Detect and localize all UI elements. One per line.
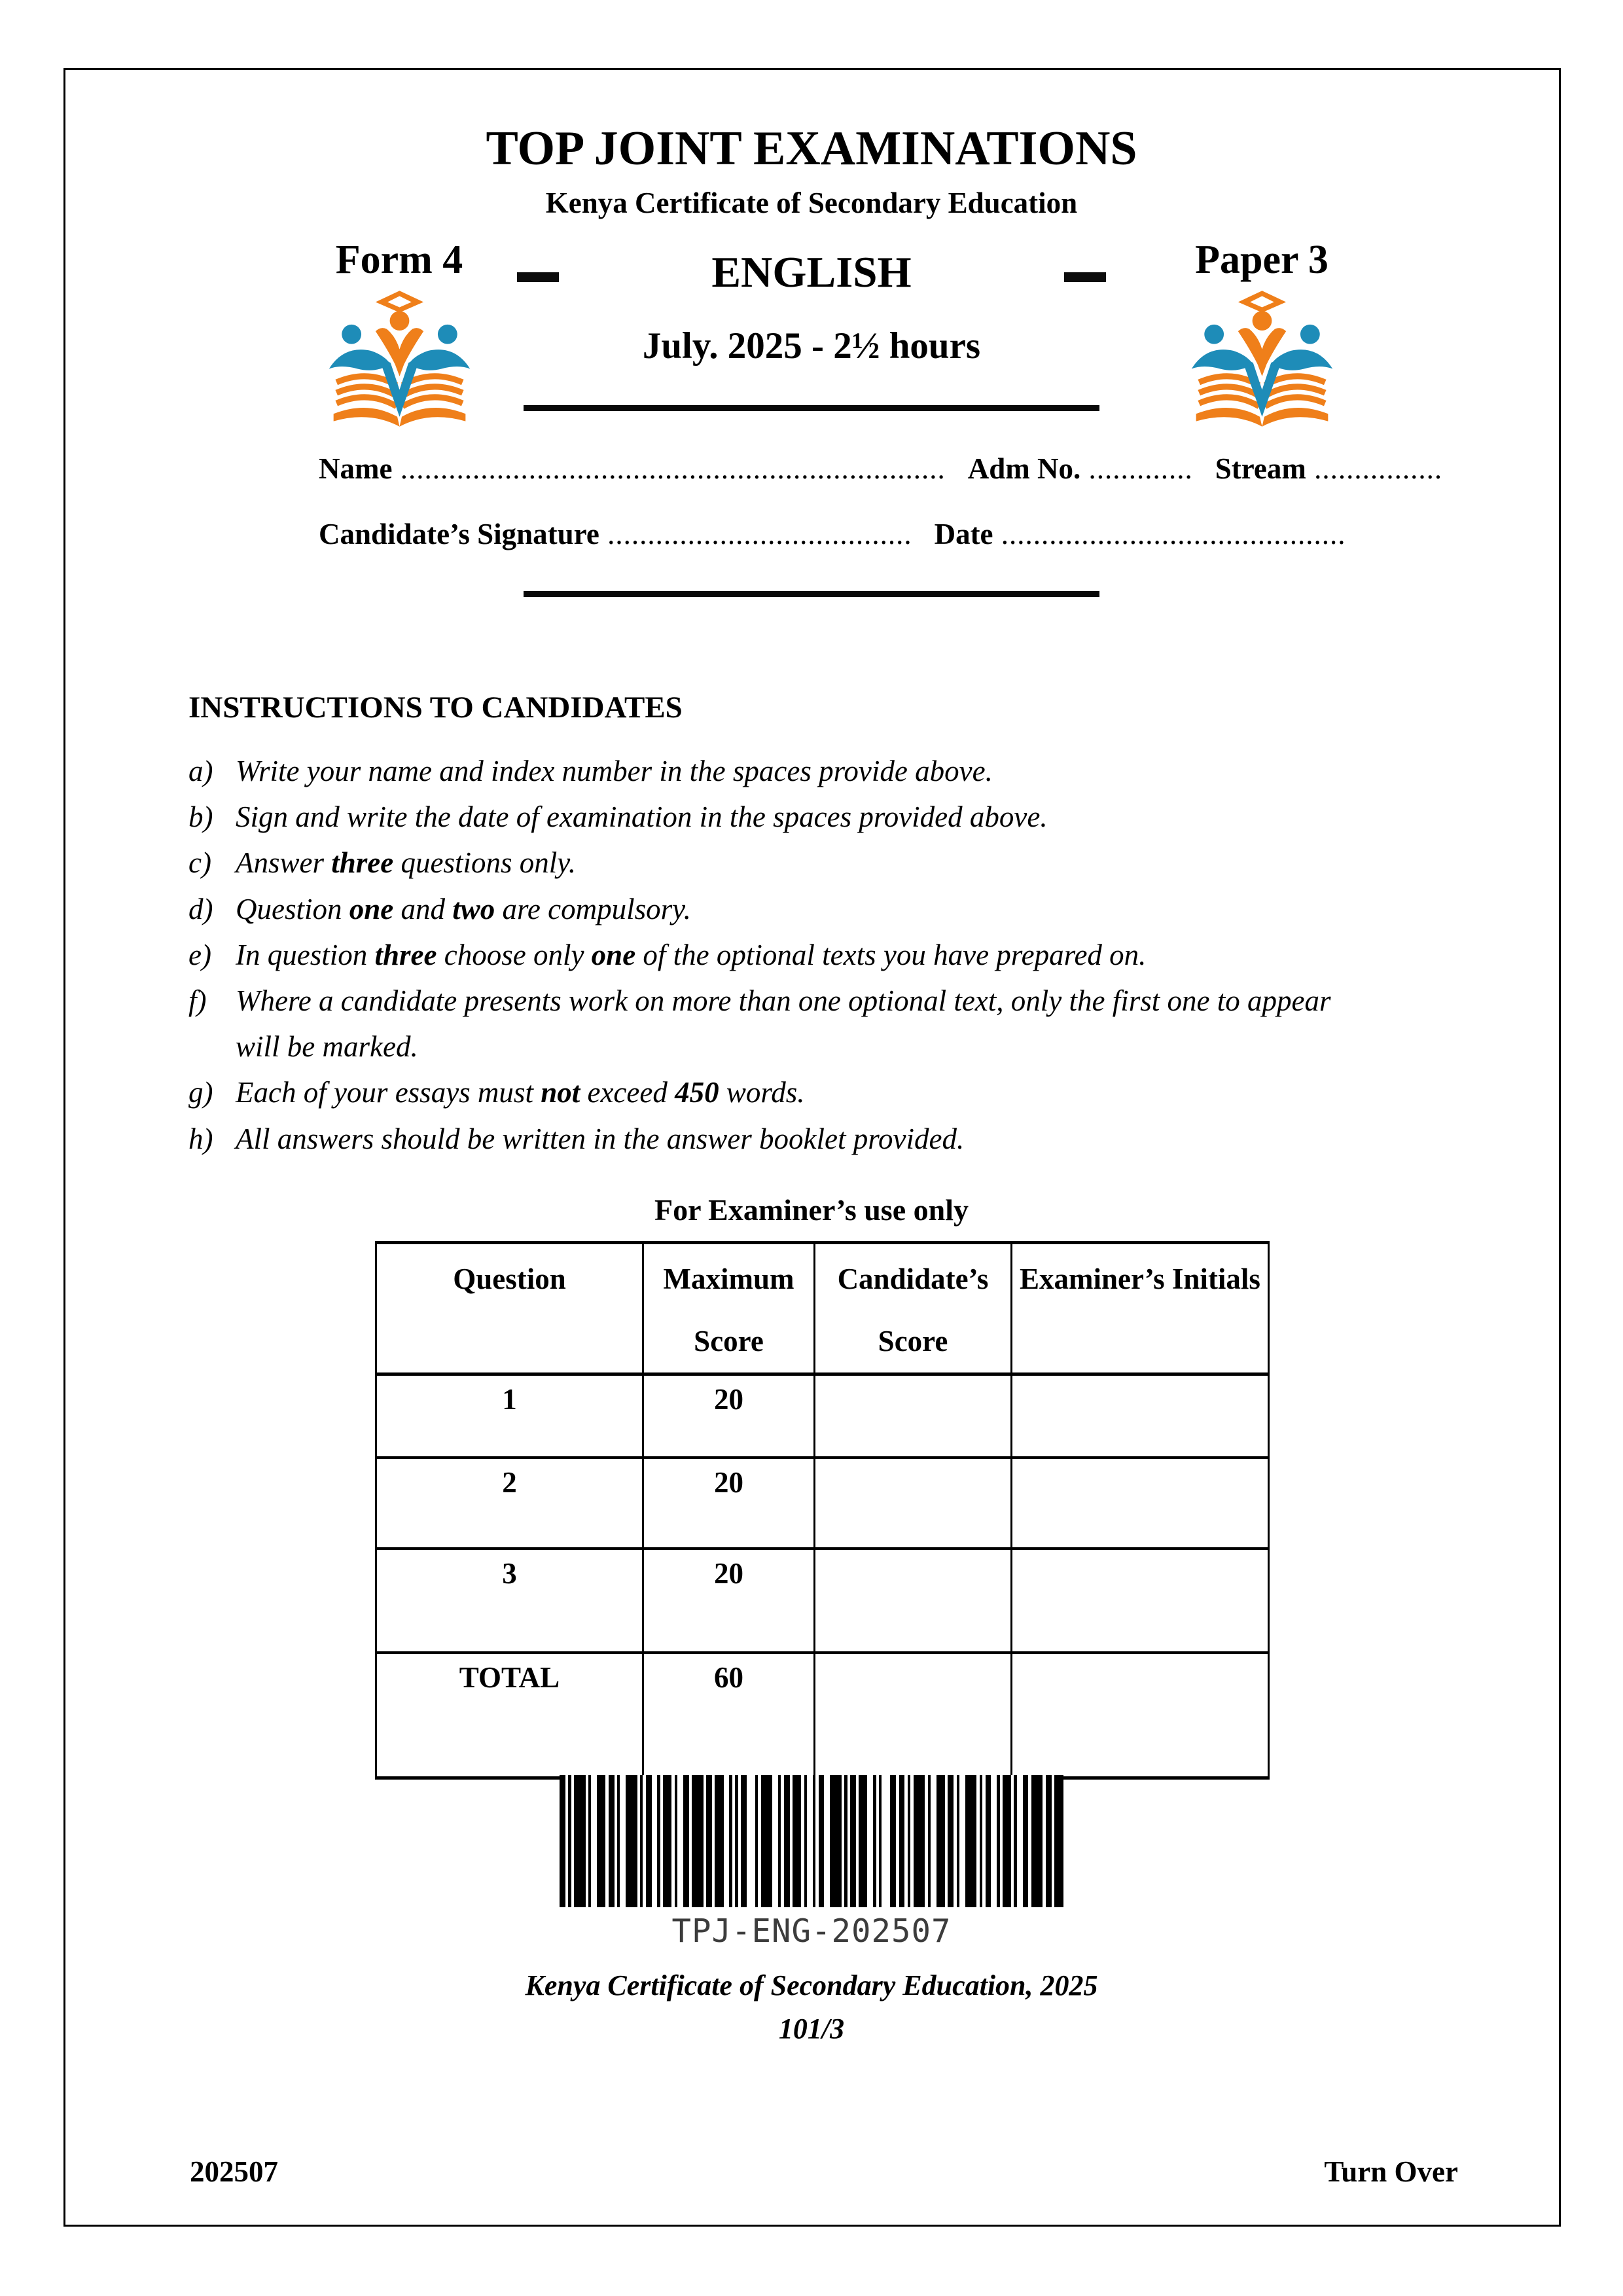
barcode-bar	[715, 1775, 723, 1907]
field-label: Adm No.	[967, 452, 1081, 485]
barcode-bar	[560, 1775, 565, 1907]
footer-page-code: 202507	[190, 2155, 278, 2188]
table-cell: 20	[643, 1374, 815, 1458]
table-row	[376, 1653, 1269, 1778]
table-cell	[1012, 1374, 1269, 1458]
instruction-item	[188, 840, 1373, 886]
instruction-segment: exceed	[580, 1076, 675, 1109]
table-cell	[815, 1458, 1012, 1549]
barcode-bar	[948, 1775, 954, 1907]
field-dotted-line: .............	[1080, 452, 1193, 485]
examiner-table	[375, 1241, 1270, 1780]
footer-exam-line: Kenya Certificate of Secondary Education, 2025	[525, 1969, 1098, 2001]
instruction-text	[236, 1116, 1373, 1162]
instruction-letter: c)	[188, 846, 211, 880]
instruction-item	[188, 794, 1373, 840]
instruction-text	[236, 978, 1373, 1069]
barcode-bar	[1031, 1775, 1043, 1907]
barcode-bar	[1046, 1775, 1052, 1907]
footer-center	[0, 1971, 1623, 2043]
barcode-space	[882, 1775, 890, 1907]
instruction-text	[236, 1069, 1373, 1115]
barcode-bar	[646, 1775, 652, 1907]
header-rule-top	[524, 405, 1099, 411]
instruction-letter: h)	[188, 1122, 213, 1155]
barcode-bar	[986, 1775, 991, 1907]
table-cell	[1012, 1458, 1269, 1549]
form-block	[249, 240, 550, 431]
subject-title: ENGLISH	[711, 248, 912, 296]
barcode-bar	[1023, 1775, 1029, 1907]
barcode-space	[931, 1775, 936, 1907]
field-dotted-line: ....................................................................	[392, 452, 946, 485]
barcode-bar	[899, 1775, 905, 1907]
barcode-bar	[597, 1775, 605, 1907]
barcode-bar	[692, 1775, 704, 1907]
barcode-space	[991, 1775, 997, 1907]
table-row	[376, 1549, 1269, 1653]
barcode-bar	[761, 1775, 773, 1907]
instruction-letter: b)	[188, 800, 213, 834]
school-logo-icon	[323, 289, 476, 428]
barcode-bar	[741, 1775, 747, 1907]
instruction-segment: and	[393, 892, 453, 925]
instruction-letter: g)	[188, 1076, 213, 1109]
instruction-text	[236, 748, 1373, 794]
table-cell: 20	[643, 1458, 815, 1549]
barcode-bar	[626, 1775, 637, 1907]
page-subtitle: Kenya Certificate of Secondary Education	[545, 187, 1078, 219]
instruction-text	[236, 794, 1373, 840]
instruction-letter: a)	[188, 755, 213, 787]
instruction-item	[188, 1116, 1373, 1162]
instruction-segment: of the optional texts you have prepared on.	[635, 938, 1147, 971]
barcode-bar	[1003, 1775, 1011, 1907]
table-cell: TOTAL	[376, 1653, 643, 1778]
table-cell: 1	[376, 1374, 643, 1458]
instruction-segment: not	[541, 1076, 580, 1109]
barcode-bar	[936, 1775, 945, 1907]
field-date	[935, 518, 1346, 550]
table-cell: 2	[376, 1458, 643, 1549]
instruction-segment: 450	[675, 1076, 719, 1109]
instruction-segment: All answers should be written in the answer booklet provided.	[236, 1122, 965, 1155]
table-cell	[815, 1549, 1012, 1653]
subject-row	[517, 249, 1106, 297]
page-title: TOP JOINT EXAMINATIONS	[486, 122, 1137, 175]
barcode-space	[772, 1775, 778, 1907]
barcode-icon	[560, 1775, 1063, 1907]
table-cell	[1012, 1549, 1269, 1653]
table-row	[376, 1374, 1269, 1458]
barcode-space	[620, 1775, 626, 1907]
turn-over-label: Turn Over	[1324, 2155, 1458, 2188]
barcode-space	[1017, 1775, 1023, 1907]
instruction-segment: Question	[236, 892, 349, 925]
instruction-item	[188, 932, 1373, 978]
barcode-bar	[706, 1775, 712, 1907]
form-label: Form 4	[335, 238, 463, 282]
instruction-segment: Each of your essays must	[236, 1076, 541, 1109]
instruction-segment: questions only.	[393, 846, 576, 880]
barcode-block	[0, 1775, 1623, 1950]
field-adm-no-	[968, 452, 1193, 485]
footer-paper-code: 101/3	[778, 2013, 845, 2045]
barcode-bar	[850, 1775, 856, 1907]
barcode-bar	[1054, 1775, 1063, 1907]
barcode-space	[724, 1775, 730, 1907]
instruction-text	[236, 932, 1373, 978]
barcode-bar	[609, 1775, 615, 1907]
instruction-segment: are compulsory.	[495, 892, 691, 925]
table-row	[376, 1458, 1269, 1549]
instruction-segment: one	[591, 938, 636, 971]
field-label: Candidate’s Signature	[319, 518, 599, 551]
barcode-bar	[793, 1775, 801, 1907]
instructions-heading: INSTRUCTIONS TO CANDIDATES	[188, 691, 683, 725]
barcode-space	[824, 1775, 830, 1907]
instruction-letter: f)	[188, 984, 207, 1017]
instruction-item	[188, 748, 1373, 794]
barcode-bar	[890, 1775, 896, 1907]
field-dotted-line: ................	[1306, 452, 1443, 485]
barcode-bar	[819, 1775, 825, 1907]
field-label: Name	[319, 452, 393, 485]
instruction-segment: three	[331, 846, 394, 880]
field-name	[319, 452, 946, 485]
session-line: July. 2025 - 2½ hours	[642, 325, 981, 367]
school-logo-icon	[1185, 289, 1339, 428]
paper-block	[1111, 240, 1412, 431]
instruction-segment: Answer	[236, 846, 332, 880]
table-header-cell: Question	[376, 1243, 643, 1374]
field-label: Date	[934, 518, 993, 551]
table-cell: 3	[376, 1549, 643, 1653]
table-cell	[815, 1653, 1012, 1778]
instruction-item	[188, 886, 1373, 932]
barcode-space	[652, 1775, 658, 1907]
barcode-bar	[914, 1775, 925, 1907]
table-cell: 60	[643, 1653, 815, 1778]
instruction-segment: words.	[719, 1076, 805, 1109]
field-candidate-s-signature	[319, 518, 912, 550]
barcode-space	[747, 1775, 755, 1907]
barcode-space	[591, 1775, 597, 1907]
instruction-segment: In question	[236, 938, 375, 971]
barcode-bar	[830, 1775, 842, 1907]
candidate-field-row	[319, 516, 1431, 552]
instruction-segment: Write your name and index number in the spaces provide above.	[236, 755, 993, 787]
instruction-segment: three	[374, 938, 437, 971]
barcode-space	[677, 1775, 683, 1907]
paper-label: Paper 3	[1195, 238, 1329, 282]
barcode-space	[807, 1775, 813, 1907]
instructions-list	[188, 748, 1373, 1162]
instruction-text	[236, 840, 1373, 886]
barcode-label: TPJ-ENG-202507	[671, 1912, 952, 1950]
table-cell	[815, 1374, 1012, 1458]
instruction-item	[188, 978, 1373, 1069]
instruction-segment: choose only	[437, 938, 592, 971]
instruction-letter: e)	[188, 938, 211, 971]
barcode-bar	[784, 1775, 790, 1907]
field-stream	[1215, 452, 1442, 485]
instruction-letter: d)	[188, 892, 213, 925]
dash-left-icon	[517, 272, 559, 282]
barcode-space	[867, 1775, 873, 1907]
barcode-bar	[663, 1775, 671, 1907]
barcode-bar	[965, 1775, 977, 1907]
examiner-table-caption: For Examiner’s use only	[654, 1193, 969, 1227]
instruction-segment: Where a candidate presents work on more than one optional text, only the first one to appear will be marked.	[236, 984, 1331, 1064]
barcode-bar	[859, 1775, 867, 1907]
barcode-bar	[574, 1775, 586, 1907]
instruction-segment: two	[452, 892, 495, 925]
barcode-space	[959, 1775, 965, 1907]
instruction-text	[236, 886, 1373, 932]
table-header-cell: Candidate’s Score	[815, 1243, 1012, 1374]
field-label: Stream	[1215, 452, 1306, 485]
candidate-field-row	[319, 450, 1443, 487]
instruction-item	[188, 1069, 1373, 1115]
table-cell	[1012, 1653, 1269, 1778]
dash-right-icon	[1064, 272, 1106, 282]
table-body	[376, 1374, 1269, 1778]
field-dotted-line: ...........................................	[993, 518, 1346, 551]
instruction-segment: one	[349, 892, 394, 925]
header-rule-bottom	[524, 591, 1099, 597]
candidate-fields	[319, 450, 1443, 553]
barcode-bar	[683, 1775, 689, 1907]
table-header-cell: Examiner’s Initials	[1012, 1243, 1269, 1374]
subject-block	[517, 249, 1106, 411]
table-cell: 20	[643, 1549, 815, 1653]
instruction-segment: Sign and write the date of examination in the spaces provided above.	[236, 800, 1048, 834]
instructions-section	[188, 692, 1373, 1162]
field-dotted-line: ......................................	[599, 518, 912, 551]
table-header-cell: Maximum Score	[643, 1243, 815, 1374]
table-header-row	[376, 1243, 1269, 1374]
